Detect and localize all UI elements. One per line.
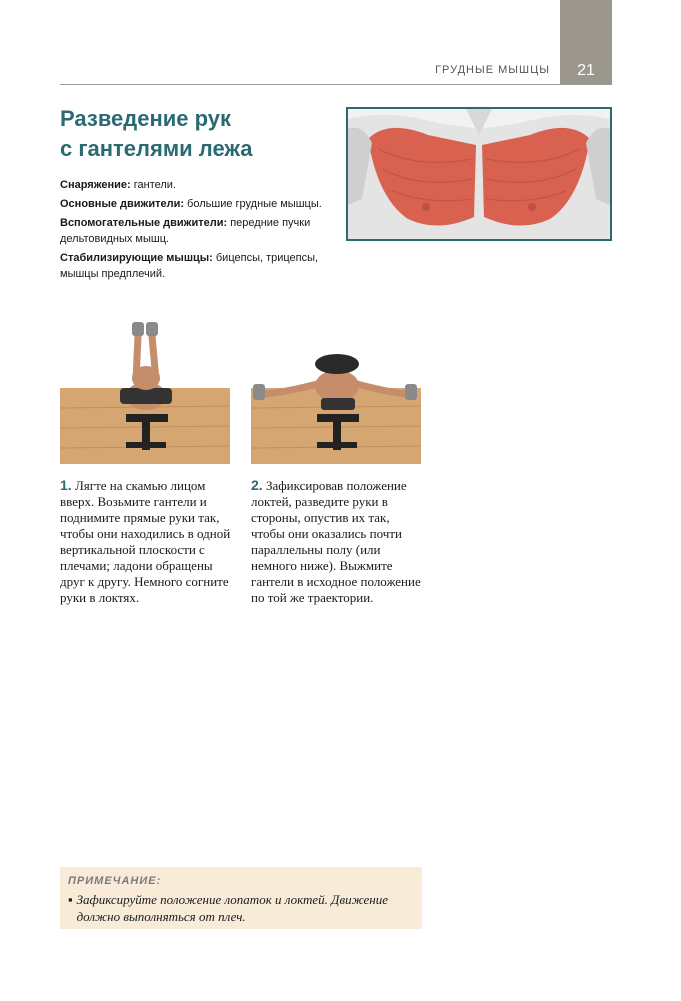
step-2-text: 2. Зафиксировав положение локтей, разведите руки в стороны, опустив их так, чтобы они оказались почти параллельны полу (или немного ниже). Выжмите гантели в исходное положение по той же траектории. bbox=[251, 477, 421, 605]
exercise-photo-end bbox=[251, 318, 421, 464]
step-1-number: 1. bbox=[60, 477, 72, 493]
note-label: ПРИМЕЧАНИЕ: bbox=[68, 875, 162, 887]
note-box bbox=[60, 867, 422, 929]
page-number: 21 bbox=[577, 62, 595, 79]
anatomy-illustration bbox=[346, 107, 612, 241]
note-text: ▪ Зафиксируйте положение лопаток и локтей. Движение должно выполняться от плеч. bbox=[68, 892, 388, 924]
spec-stabilizers: Стабилизирующие мышцы: бицепсы, трицепсы, мышцы предплечий. bbox=[60, 252, 319, 280]
spec-secondary-movers: Вспомогательные движители: передние пучки дельтовидных мышц. bbox=[60, 217, 311, 245]
exercise-title: Разведение рук с гантелями лежа bbox=[60, 106, 253, 161]
exercise-photo-start bbox=[60, 318, 230, 464]
exercise-specs bbox=[60, 177, 330, 285]
spec-equipment: Снаряжение: гантели. bbox=[60, 179, 176, 191]
header-divider bbox=[60, 84, 612, 85]
spec-primary-movers: Основные движители: большие грудные мышцы. bbox=[60, 198, 322, 210]
bullet-icon: ▪ bbox=[68, 892, 73, 907]
page-number-tab bbox=[560, 0, 612, 84]
step-2-number: 2. bbox=[251, 477, 263, 493]
section-label: ГРУДНЫЕ МЫШЦЫ bbox=[435, 64, 550, 76]
step-1-text: 1. Лягте на скамью лицом вверх. Возьмите гантели и поднимите прямые руки так, чтобы они находились в одной вертикальной плоскости с плечами; ладони обращены друг к другу. Немного согните руки в локтях. bbox=[60, 477, 231, 605]
